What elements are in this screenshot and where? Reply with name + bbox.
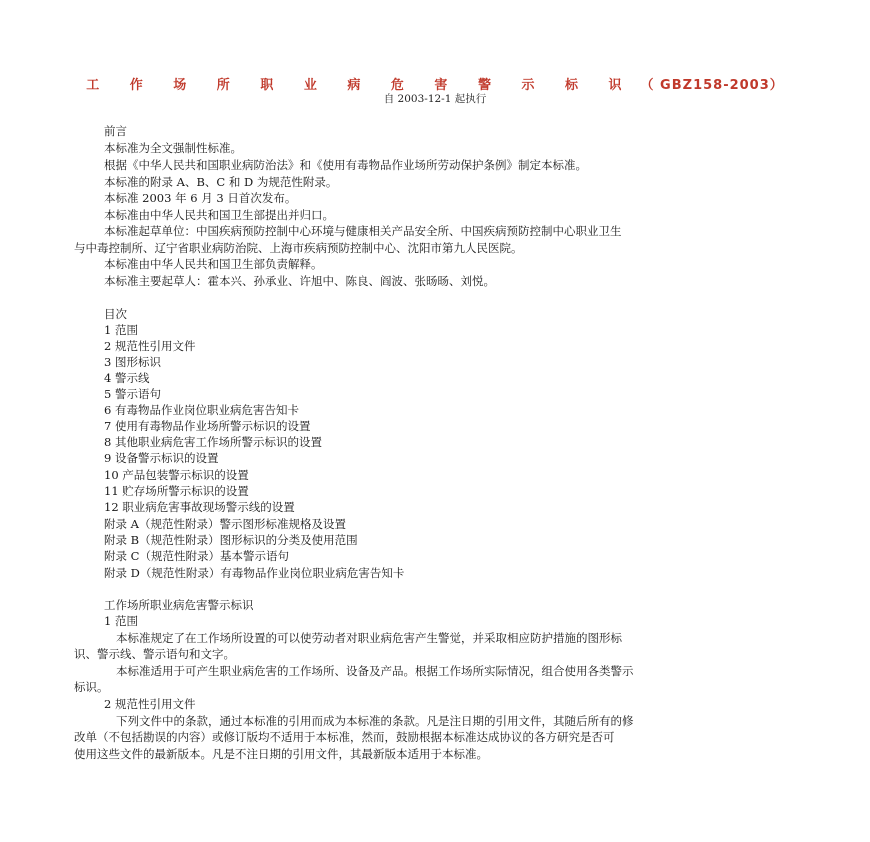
preface-line: 本标准的附录 A、B、C 和 D 为规范性附录。 xyxy=(104,175,338,189)
preface-line: 本标准主要起草人：霍本兴、孙承业、许旭中、陈良、阎波、张旸旸、刘悦。 xyxy=(104,274,495,288)
toc-item: 11 贮存场所警示标识的设置 xyxy=(104,484,249,498)
preface-line: 本标准起草单位：中国疾病预防控制中心环境与健康相关产品安全所、中国疾病预防控制中心职业卫生 xyxy=(104,224,622,238)
toc-item: 附录 D（规范性附录）有毒物品作业岗位职业病危害告知卡 xyxy=(104,566,405,580)
toc-item: 附录 A（规范性附录）警示图形标准规格及设置 xyxy=(104,517,346,531)
toc-item: 2 规范性引用文件 xyxy=(104,339,196,353)
section-1-title: 1 范围 xyxy=(104,614,138,628)
body-heading: 工作场所职业病危害警示标识 xyxy=(104,598,254,612)
preface-line: 本标准由中华人民共和国卫生部提出并归口。 xyxy=(104,208,334,222)
toc-item: 4 警示线 xyxy=(104,371,150,385)
paragraph-line: 下列文件中的条款，通过本标准的引用而成为本标准的条款。凡是注日期的引用文件，其随后所有的修 xyxy=(116,714,634,728)
toc-item: 附录 B（规范性附录）图形标识的分类及使用范围 xyxy=(104,533,358,547)
toc-item: 10 产品包装警示标识的设置 xyxy=(104,468,249,482)
toc-item: 5 警示语句 xyxy=(104,387,161,401)
toc-item: 1 范围 xyxy=(104,323,138,337)
preface-line: 本标准为全文强制性标准。 xyxy=(104,141,242,155)
paragraph-line: 识、警示线、警示语句和文字。 xyxy=(74,647,235,661)
preface-heading: 前言 xyxy=(104,124,127,138)
preface-line: 与中毒控制所、辽宁省职业病防治院、上海市疾病预防控制中心、沈阳市第九人民医院。 xyxy=(74,241,523,255)
preface-line: 本标准 2003 年 6 月 3 日首次发布。 xyxy=(104,191,297,205)
title-text: 工 作 场 所 职 业 病 危 害 警 示 标 识 xyxy=(86,78,635,93)
effective-date: 自 2003-12-1 起执行 xyxy=(383,93,487,105)
preface-line: 本标准由中华人民共和国卫生部负责解释。 xyxy=(104,257,323,271)
paragraph-line: 使用这些文件的最新版本。凡是不注日期的引用文件，其最新版本适用于本标准。 xyxy=(74,747,488,761)
toc-heading: 目次 xyxy=(104,307,127,321)
paragraph-line: 本标准规定了在工作场所设置的可以使劳动者对职业病危害产生警觉，并采取相应防护措施的图形标 xyxy=(116,631,622,645)
toc-item: 3 图形标识 xyxy=(104,355,161,369)
paragraph-line: 改单（不包括勘误的内容）或修订版均不适用于本标准，然而，鼓励根据本标准达成协议的各方研究是否可 xyxy=(74,730,615,744)
standard-code: （ GBZ158-2003） xyxy=(640,78,784,93)
toc-item: 12 职业病危害事故现场警示线的设置 xyxy=(104,500,295,514)
toc-item: 附录 C（规范性附录）基本警示语句 xyxy=(104,549,289,563)
toc-item: 9 设备警示标识的设置 xyxy=(104,451,219,465)
preface-line: 根据《中华人民共和国职业病防治法》和《使用有毒物品作业场所劳动保护条例》制定本标准。 xyxy=(104,158,587,172)
toc-item: 8 其他职业病危害工作场所警示标识的设置 xyxy=(104,435,322,449)
toc-item: 6 有毒物品作业岗位职业病危害告知卡 xyxy=(104,403,299,417)
toc-item: 7 使用有毒物品作业场所警示标识的设置 xyxy=(104,419,311,433)
paragraph-line: 标识。 xyxy=(74,680,109,694)
section-2-title: 2 规范性引用文件 xyxy=(104,697,196,711)
paragraph-line: 本标准适用于可产生职业病危害的工作场所、设备及产品。根据工作场所实际情况，组合使用各类警示 xyxy=(116,664,634,678)
